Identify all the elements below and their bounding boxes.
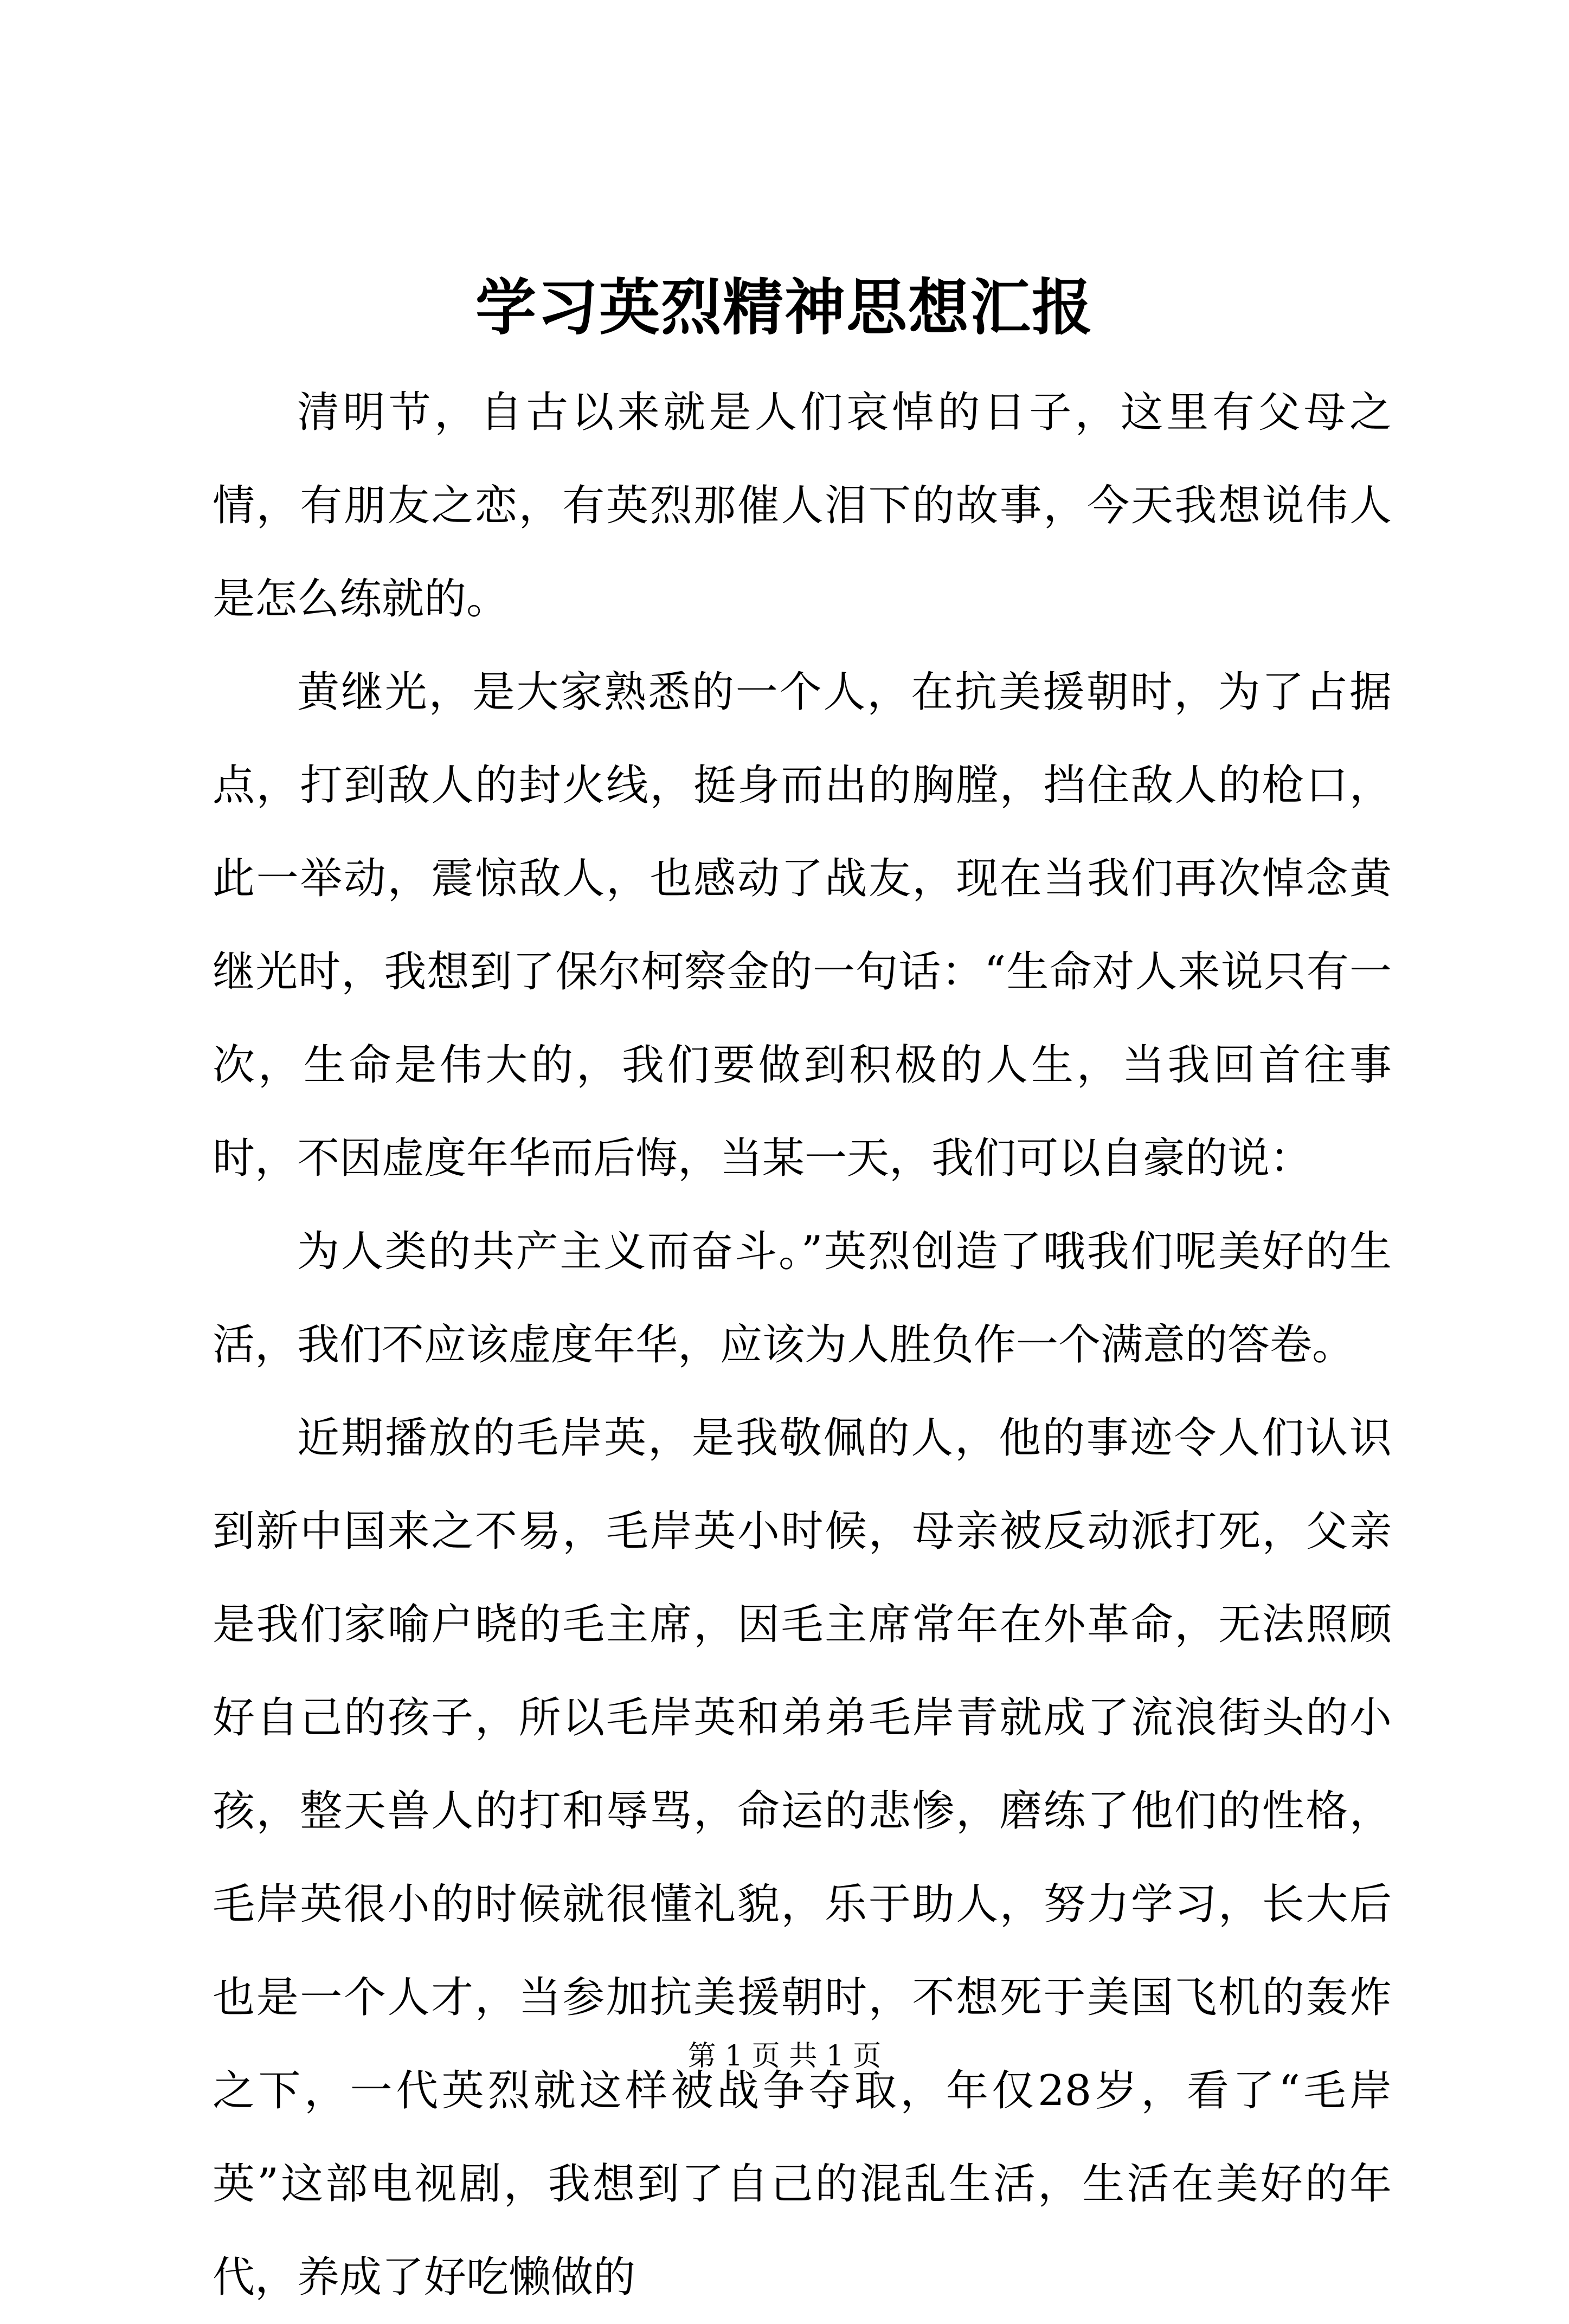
paragraph: 黄继光，是大家熟悉的一个人，在抗美援朝时，为了占据点，打到敌人的封火线，挺身而出的胸膛，挡住敌人的枪口，此一举动，震惊敌人，也感动了战友，现在当我们再次悼念黄继光时，我想到了保尔柯察金的一句话：“生命对人来说只有一次，生命是伟大的，我们要做到积极的人生，当我回首往事时，不因虚度年华而后悔，当某一天，我们可以自豪的说： <box>213 668 1392 1183</box>
page-footer: 第 1 页 共 1 页 <box>687 2040 882 2072</box>
paragraph: 为人类的共产主义而奋斗。”英烈创造了哦我们呢美好的生活，我们不应该虚度年华，应该为人胜负作一个满意的答卷。 <box>213 1227 1392 1369</box>
paragraph: 清明节，自古以来就是人们哀悼的日子，这里有父母之情，有朋友之恋，有英烈那催人泪下的故事，今天我想说伟人是怎么练就的。 <box>213 388 1392 623</box>
document-title: 学习英烈精神思想汇报 <box>475 272 1094 343</box>
paragraph: 近期播放的毛岸英，是我敬佩的人，他的事迹令人们认识到新中国来之不易，毛岸英小时候，母亲被反动派打死，父亲是我们家喻户晓的毛主席，因毛主席常年在外革命，无法照顾好自己的孩子，所以毛岸英和弟弟毛岸青就成了流浪街头的小孩，整天兽人的打和辱骂，命运的悲惨，磨练了他们的性格，毛岸英很小的时候就很懂礼貌，乐于助人，努力学习，长大后也是一个人才，当参加抗美援朝时，不想死于美国飞机的轰炸之下，一代英烈就这样被战争夺取，年仅28岁，看了“毛岸英”这部电视剧，我想到了自己的混乱生活，生活在美好的年代，养成了好吃懒做的 <box>213 1414 1392 2302</box>
document-body <box>213 366 1392 2324</box>
